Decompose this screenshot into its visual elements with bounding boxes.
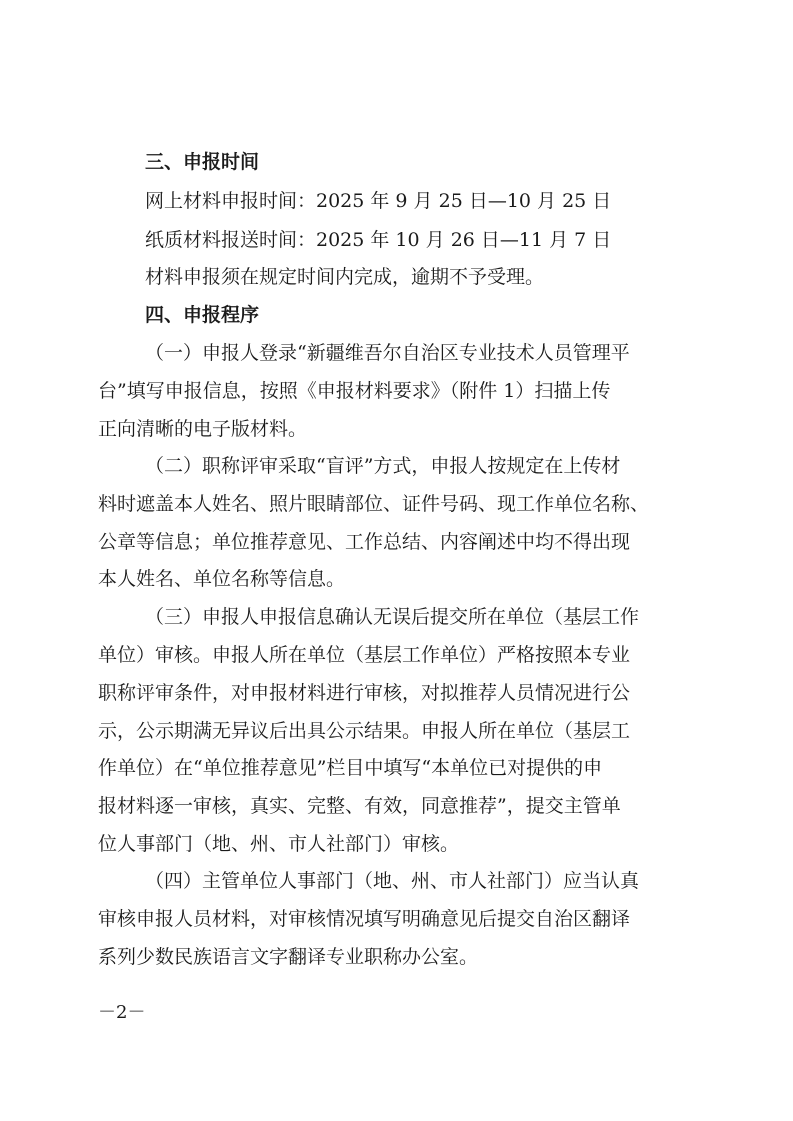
paragraph-line: 职称评审条件，对申报材料进行审核，对拟推荐人员情况进行公 bbox=[98, 682, 631, 704]
paragraph-line: 本人姓名、单位名称等信息。 bbox=[98, 568, 346, 590]
paragraph-line: （三）申报人申报信息确认无误后提交所在单位（基层工作 bbox=[145, 606, 640, 628]
paragraph-line: 报材料逐一审核，真实、完整、有效，同意推荐”，提交主管单 bbox=[98, 795, 621, 817]
paragraph-line: 审核申报人员材料，对审核情况填写明确意见后提交自治区翻译 bbox=[98, 908, 631, 930]
page-number: －2－ bbox=[98, 1002, 146, 1023]
paragraph-line: 系列少数民族语言文字翻译专业职称办公室。 bbox=[98, 946, 479, 968]
section-heading-application-procedure: 四、申报程序 bbox=[145, 304, 260, 326]
paragraph-line: 公章等信息；单位推荐意见、工作总结、内容阐述中均不得出现 bbox=[98, 531, 631, 553]
paragraph-line: 正向清晰的电子版材料。 bbox=[98, 418, 308, 440]
paragraph-line: 台”填写申报信息，按照《申报材料要求》（附件 1）扫描上传 bbox=[98, 380, 611, 402]
paragraph-line: （四）主管单位人事部门（地、州、市人社部门）应当认真 bbox=[145, 870, 640, 892]
paragraph-line: 纸质材料报送时间：2025 年 10 月 26 日—11 月 7 日 bbox=[145, 229, 612, 251]
paragraph-line: 作单位）在“单位推荐意见”栏目中填写“本单位已对提供的申 bbox=[98, 757, 603, 779]
paragraph-line: 位人事部门（地、州、市人社部门）审核。 bbox=[98, 833, 460, 855]
paragraph-line: 网上材料申报时间：2025 年 9 月 25 日—10 月 25 日 bbox=[145, 190, 612, 212]
paragraph-line: 示，公示期满无异议后出具公示结果。申报人所在单位（基层工 bbox=[98, 720, 631, 742]
paragraph-line: （一）申报人登录“新疆维吾尔自治区专业技术人员管理平 bbox=[145, 342, 630, 364]
paragraph-line: 单位）审核。申报人所在单位（基层工作单位）严格按照本专业 bbox=[98, 644, 631, 666]
paragraph-line: 材料申报须在规定时间内完成，逾期不予受理。 bbox=[145, 266, 545, 288]
section-heading-application-time: 三、申报时间 bbox=[145, 151, 260, 173]
paragraph-line: （二）职称评审采取“盲评”方式，申报人按规定在上传材 bbox=[145, 455, 621, 477]
paragraph-line: 料时遮盖本人姓名、照片眼睛部位、证件号码、现工作单位名称、 bbox=[98, 493, 650, 515]
